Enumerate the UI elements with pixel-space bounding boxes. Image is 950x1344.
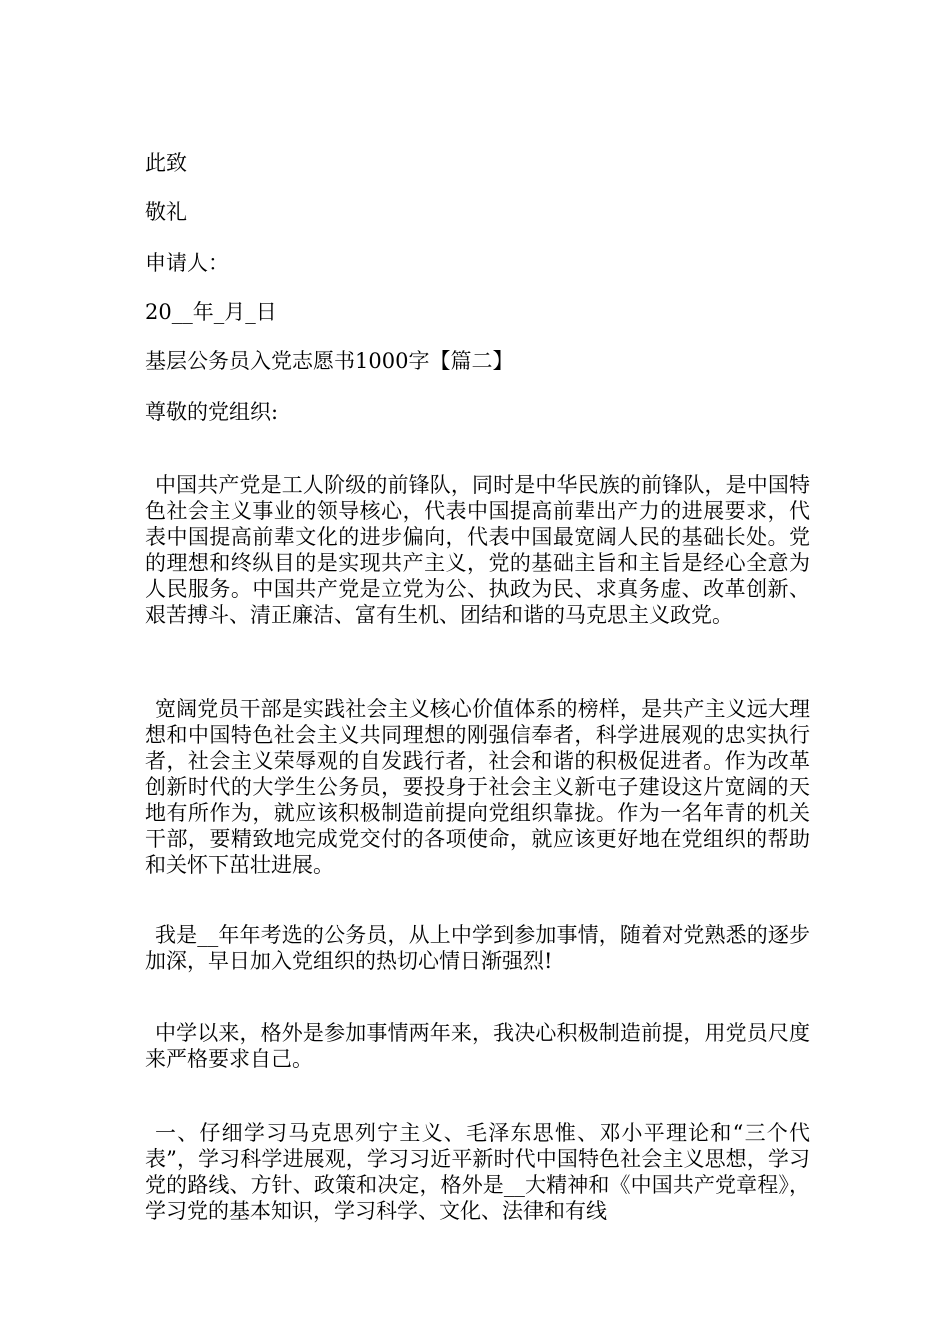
section-heading: 基层公务员入党志愿书1000字【篇二】 xyxy=(145,349,514,373)
applicant-label: 申请人： xyxy=(145,251,229,275)
paragraph-2: 宽阔党员干部是实践社会主义核心价值体系的榜样，是共产主义远大理想和中国特色社会主义共同理想的刚强信奉者，科学进展观的忠实执行者，社会主义荣辱观的自发践行者，社会和谐的积极促进者。作为改革创新时代的大学生公务员，要投身于社会主义新屯子建设这片宽阔的天地有所作为，就应该积极制造前提向党组织靠拢。作为一名年青的机关干部，要精致地完成党交付的各项使命，就应该更好地在党组织的帮助和关怀下茁壮进展。 xyxy=(145,697,810,877)
paragraph-1: 中国共产党是工人阶级的前锋队，同时是中华民族的前锋队，是中国特色社会主义事业的领导核心，代表中国提高前辈出产力的进展要求，代表中国提高前辈文化的进步偏向，代表中国最宽阔人民的基础长处。党的理想和终纵目的是实现共产主义，党的基础主旨和主旨是经心全意为人民服务。中国共产党是立党为公、执政为民、求真务虚、改革创新、艰苦搏斗、清正廉洁、富有生机、团结和谐的马克思主义政党。 xyxy=(145,473,810,627)
paragraph-5: 一、仔细学习马克思列宁主义、毛泽东思惟、邓小平理论和“三个代表”，学习科学进展观，学习习近平新时代中国特色社会主义思想，学习党的路线、方针、政策和决定，格外是__大精神和《中国共产党章程》，学习党的基本知识，学习科学、文化、法律和有线 xyxy=(145,1121,810,1223)
date-line: 20__年_月_日 xyxy=(145,300,277,324)
salutation: 尊敬的党组织: xyxy=(145,400,279,424)
paragraph-3: 我是__年年考选的公务员，从上中学到参加事情，随着对党熟悉的逐步加深，早日加入党组织的热切心情日渐强烈! xyxy=(145,923,810,973)
closing-cizhi: 此致 xyxy=(145,151,187,175)
paragraph-4: 中学以来，格外是参加事情两年来，我决心积极制造前提，用党员尺度来严格要求自己。 xyxy=(145,1021,810,1071)
closing-jingli: 敬礼 xyxy=(145,200,187,224)
